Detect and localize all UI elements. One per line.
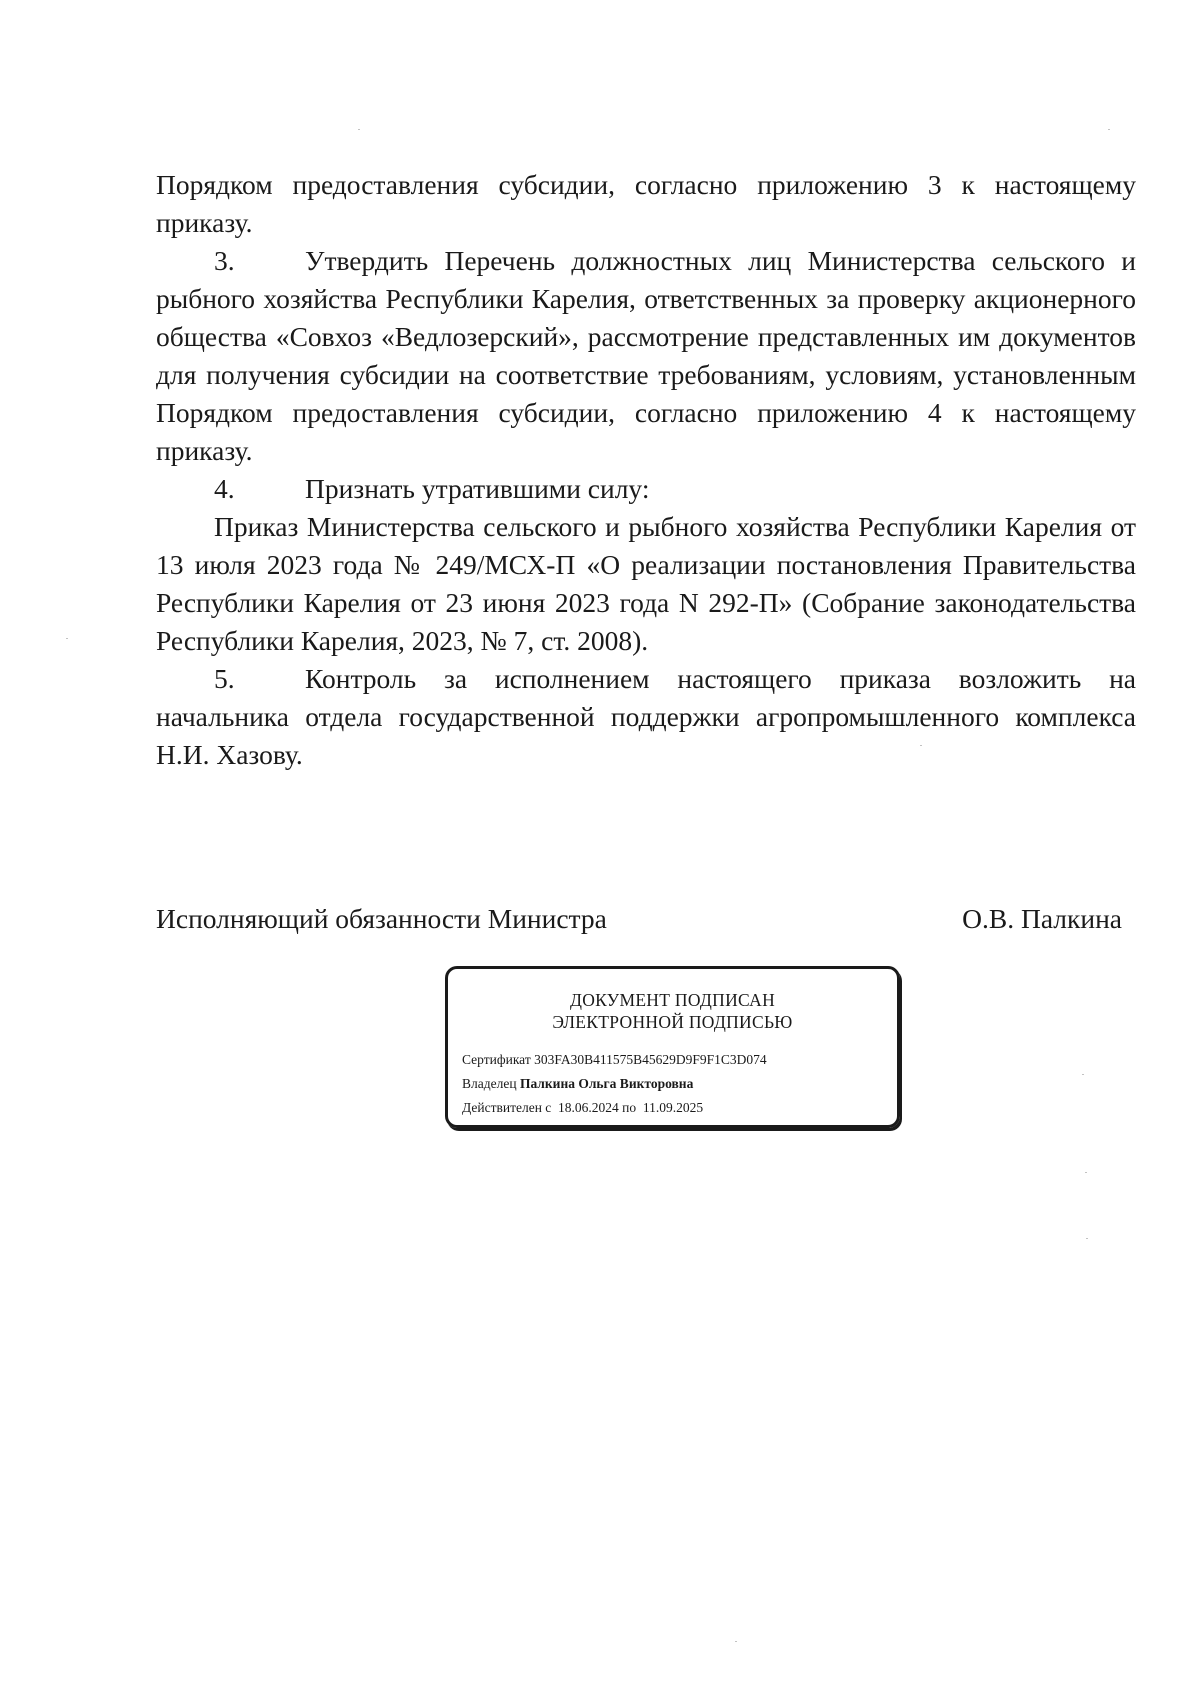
- certificate-value: 303FA30B411575B45629D9F9F1C3D074: [534, 1052, 767, 1067]
- stamp-owner: [462, 1075, 693, 1093]
- valid-to-label: по: [622, 1100, 637, 1115]
- paragraph-text: Признать утратившими силу:: [305, 473, 650, 504]
- valid-label: Действителен с: [462, 1100, 552, 1115]
- scan-speck: [1085, 1172, 1087, 1173]
- paragraph-repealed-order: [156, 508, 1136, 660]
- document-body: [156, 166, 1136, 774]
- signer-name: О.В. Палкина: [962, 903, 1122, 934]
- scan-speck: [66, 638, 68, 639]
- electronic-signature-stamp: [445, 966, 900, 1128]
- paragraph-number: 5.: [214, 663, 235, 694]
- stamp-heading-line: ЭЛЕКТРОННОЙ ПОДПИСЬЮ: [552, 1012, 793, 1032]
- paragraph-text: Порядком предоставления субсидии, согласно приложению 3 к настоящему приказу.: [156, 169, 1136, 238]
- scan-speck: [1108, 129, 1110, 130]
- signer-title: Исполняющий обязанности Министра: [156, 903, 607, 934]
- scan-speck: [358, 129, 360, 130]
- paragraph-item-4: [156, 470, 1136, 508]
- stamp-heading: [448, 989, 897, 1033]
- stamp-validity: [462, 1099, 703, 1117]
- paragraph-text: Контроль за исполнением настоящего приказа возложить на начальника отдела государственной поддержки агропромышленного комплекса Н.И. Хазову.: [156, 663, 1136, 770]
- stamp-certificate: [462, 1051, 767, 1069]
- paragraph-item-3: [156, 242, 1136, 470]
- scan-speck: [920, 745, 922, 746]
- scan-speck: [1082, 1074, 1084, 1075]
- paragraph-number: 4.: [214, 473, 235, 504]
- scan-speck: [735, 1641, 737, 1642]
- paragraph-item-5: [156, 660, 1136, 774]
- scan-speck: [1086, 1238, 1088, 1239]
- valid-to: 11.09.2025: [642, 1100, 704, 1115]
- paragraph-number: 3.: [214, 245, 235, 276]
- certificate-label: Сертификат: [462, 1052, 531, 1067]
- stamp-heading-line: ДОКУМЕНТ ПОДПИСАН: [569, 990, 776, 1010]
- paragraph-text: Утвердить Перечень должностных лиц Министерства сельского и рыбного хозяйства Республики Карелия, ответственных за проверку акционерного общества «Совхоз «Ведлозерский», рассмотрение представленных им документов для получения субсидии на соответствие требованиям, условиям, установленным Порядком предоставления субсидии, согласно приложению 4 к настоящему приказу.: [156, 245, 1136, 466]
- valid-from: 18.06.2024: [558, 1100, 619, 1115]
- owner-label: Владелец: [462, 1076, 517, 1091]
- owner-value: Палкина Ольга Викторовна: [519, 1076, 694, 1091]
- paragraph-continuation: [156, 166, 1136, 242]
- paragraph-text: Приказ Министерства сельского и рыбного хозяйства Республики Карелия от 13 июля 2023 года № 249/МСХ-П «О реализации постановления Правительства Республики Карелия от 23 июня 2023 года N 292-П» (Собрание законодательства Республики Карелия, 2023, № 7, ст. 2008).: [156, 511, 1136, 656]
